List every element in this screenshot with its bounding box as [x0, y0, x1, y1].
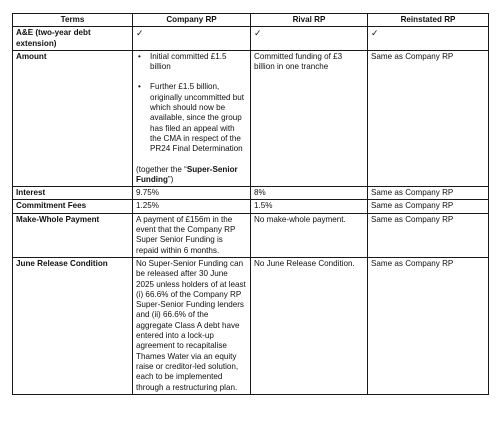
- row-fees-label: Commitment Fees: [13, 200, 133, 213]
- together-definition: [136, 165, 247, 186]
- row-june-release: [13, 257, 489, 394]
- row-june-reinstated: Same as Company RP: [368, 257, 489, 394]
- row-june-label: June Release Condition: [13, 257, 133, 394]
- row-makewhole-reinstated: Same as Company RP: [368, 213, 489, 257]
- header-company-rp: Company RP: [133, 14, 251, 27]
- together-prefix: (together the “: [136, 164, 187, 174]
- row-fees-company: 1.25%: [133, 200, 251, 213]
- row-ae: [13, 27, 489, 51]
- bullet-glyph: •: [138, 51, 141, 61]
- row-ae-reinstated-check: ✓: [368, 27, 489, 51]
- header-rival-rp: Rival RP: [251, 14, 368, 27]
- row-makewhole-company: A payment of £156m in the event that the Company RP Super Senior Funding is repaid within 6 months.: [133, 213, 251, 257]
- amount-bullet-text: Initial committed £1.5 billion: [150, 51, 227, 72]
- row-commitment-fees: [13, 200, 489, 213]
- row-amount-rival: Committed funding of £3 billion in one tranche: [251, 50, 368, 186]
- header-row: [13, 14, 489, 27]
- bullet-glyph: •: [138, 82, 141, 92]
- amount-bullet-text: Further £1.5 billion, originally uncommitted but which should now be available, since the group has filed an appeal with the CMA in respect of the PR24 Final Determination: [150, 82, 245, 154]
- amount-bullet-list: [136, 52, 247, 155]
- row-fees-rival: 1.5%: [251, 200, 368, 213]
- row-interest: [13, 187, 489, 200]
- row-interest-reinstated: Same as Company RP: [368, 187, 489, 200]
- row-makewhole-rival: No make-whole payment.: [251, 213, 368, 257]
- together-suffix: ”): [167, 174, 174, 184]
- row-ae-company-check: ✓: [133, 27, 251, 51]
- row-amount-company: [133, 50, 251, 186]
- row-interest-label: Interest: [13, 187, 133, 200]
- amount-bullet-item: [136, 52, 247, 73]
- row-ae-label: A&E (two-year debt extension): [13, 27, 133, 51]
- row-interest-company: 9.75%: [133, 187, 251, 200]
- row-fees-reinstated: Same as Company RP: [368, 200, 489, 213]
- defined-term: Super-Senior Funding: [136, 164, 238, 184]
- terms-comparison-table: [12, 13, 489, 395]
- amount-bullet-item: [136, 82, 247, 154]
- row-june-rival: No June Release Condition.: [251, 257, 368, 394]
- header-reinstated-rp: Reinstated RP: [368, 14, 489, 27]
- row-amount-reinstated: Same as Company RP: [368, 50, 489, 186]
- row-interest-rival: 8%: [251, 187, 368, 200]
- row-amount-label: Amount: [13, 50, 133, 186]
- row-ae-rival-check: ✓: [251, 27, 368, 51]
- row-june-company: No Super-Senior Funding can be released after 30 June 2025 unless holders of at least (i) 66.6% of the Company RP Super-Senior Funding lenders and (ii) 66.6% of the aggregate Class A debt have entered into a lock-up agreement to recapitalise Thames Water via an equity raise or creditor-led solution, each to be implemented through a restructuring plan.: [133, 257, 251, 394]
- row-makewhole-label: Make-Whole Payment: [13, 213, 133, 257]
- row-amount: [13, 50, 489, 186]
- header-terms: Terms: [13, 14, 133, 27]
- row-make-whole: [13, 213, 489, 257]
